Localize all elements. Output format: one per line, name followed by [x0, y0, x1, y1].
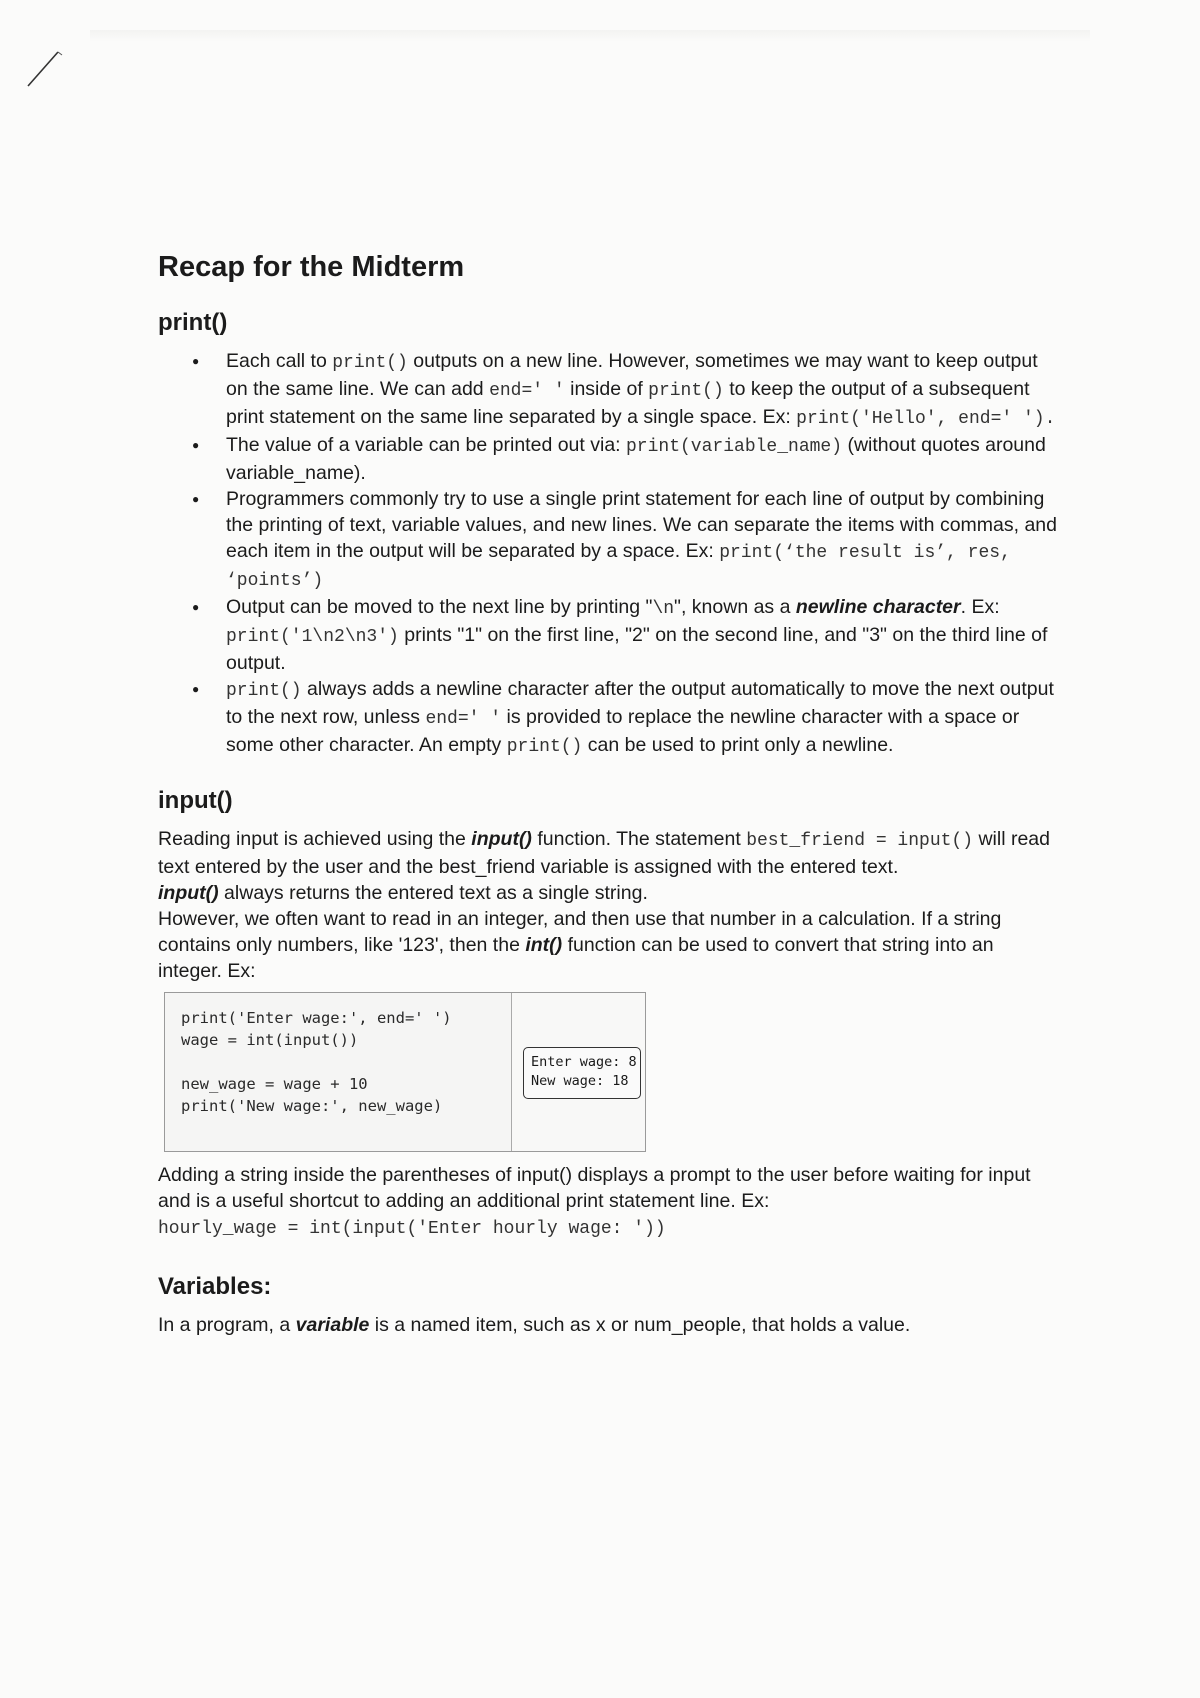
- input-paragraph-4: Adding a string inside the parentheses of input() displays a prompt to the user before waiting for input and is a useful shortcut to adding an additional print statement line. Ex:: [158, 1164, 1031, 1212]
- list-item: ● The value of a variable can be printed out via: print(variable_name) (without quotes around variable_name).: [226, 432, 1058, 486]
- code-snippet: print(): [506, 737, 583, 757]
- code-snippet: end=' ': [489, 381, 565, 401]
- print-bullet-list: [158, 348, 1058, 760]
- list-item: ● Each call to print() outputs on a new line. However, sometimes we may want to keep output on the same line. We can add end=' ' inside of print() to keep the output of a subsequent print statement on the same line separated by a single space. Ex: print('Hello', end=' ').: [226, 348, 1058, 432]
- code-snippet: print(): [648, 381, 724, 401]
- code-snippet: print(‘the result is’, res, ‘points’): [226, 543, 1011, 591]
- console-line: New wage: 18: [531, 1073, 629, 1089]
- code-snippet: \n: [652, 599, 675, 619]
- input-paragraph-1: Reading input is achieved using the input() function. The statement best_friend = input() will read text entered by the user and the best_friend variable is assigned with the entered text.: [158, 828, 1050, 878]
- input-paragraph-4-code: [158, 1214, 1058, 1242]
- list-item: ● Output can be moved to the next line by printing "\n", known as a newline character. Ex: print('1\n2\n3') prints "1" on the first line, "2" on the second line, and "3" on the third line of output.: [226, 594, 1058, 676]
- code-line: print('New wage:', new_wage): [181, 1097, 443, 1115]
- term-newline-character: newline character: [795, 596, 961, 618]
- page-title: Recap for the Midterm: [158, 251, 465, 283]
- code-snippet: print('1\n2\n3'): [226, 627, 399, 647]
- console-output: [523, 1047, 641, 1099]
- print-heading: print(): [158, 309, 228, 336]
- code-snippet: print(variable_name): [626, 437, 843, 457]
- variables-heading: Variables:: [158, 1273, 272, 1300]
- code-block: [165, 993, 512, 1151]
- code-snippet: best_friend = input(): [746, 831, 974, 851]
- code-snippet: end=' ': [425, 709, 502, 729]
- code-line: new_wage = wage + 10: [181, 1075, 368, 1093]
- scan-shadow: [90, 30, 1090, 42]
- variables-paragraph: In a program, a variable is a named item, such as x or num_people, that holds a value.: [158, 1314, 911, 1336]
- code-snippet: hourly_wage = int(input('Enter hourly wage: ')): [158, 1219, 666, 1239]
- code-snippet: print(): [332, 353, 408, 373]
- code-line: wage = int(input()): [181, 1031, 359, 1049]
- code-line: [181, 1051, 511, 1073]
- code-snippet: print(): [226, 681, 302, 701]
- console-line: Enter wage: 8: [531, 1054, 637, 1070]
- input-paragraph-3: However, we often want to read in an integer, and then use that number in a calculation. If a string contains only numbers, like '123', then the int() function can be used to convert that string into an integer. Ex:: [158, 908, 1002, 982]
- code-line: print('Enter wage:', end=' '): [181, 1009, 452, 1027]
- input-heading: input(): [158, 787, 233, 814]
- input-paragraph-2: input() always returns the entered text as a single string.: [158, 882, 648, 904]
- code-snippet: print('Hello', end=' ').: [796, 409, 1056, 429]
- list-item: ● Programmers commonly try to use a single print statement for each line of output by combining the printing of text, variable values, and new lines. We can separate the items with commas, and each item in the output will be separated by a space. Ex: print(‘the result is’, res, ‘points’): [226, 486, 1058, 594]
- output-panel: [512, 993, 645, 1151]
- code-example-figure: [164, 992, 646, 1152]
- document-content: [158, 250, 1058, 1338]
- pen-mark-icon: [22, 44, 72, 94]
- list-item: ● print() always adds a newline character after the output automatically to move the next output to the next row, unless end=' ' is provided to replace the newline character with a space or some other character. An empty print() can be used to print only a newline.: [226, 676, 1058, 760]
